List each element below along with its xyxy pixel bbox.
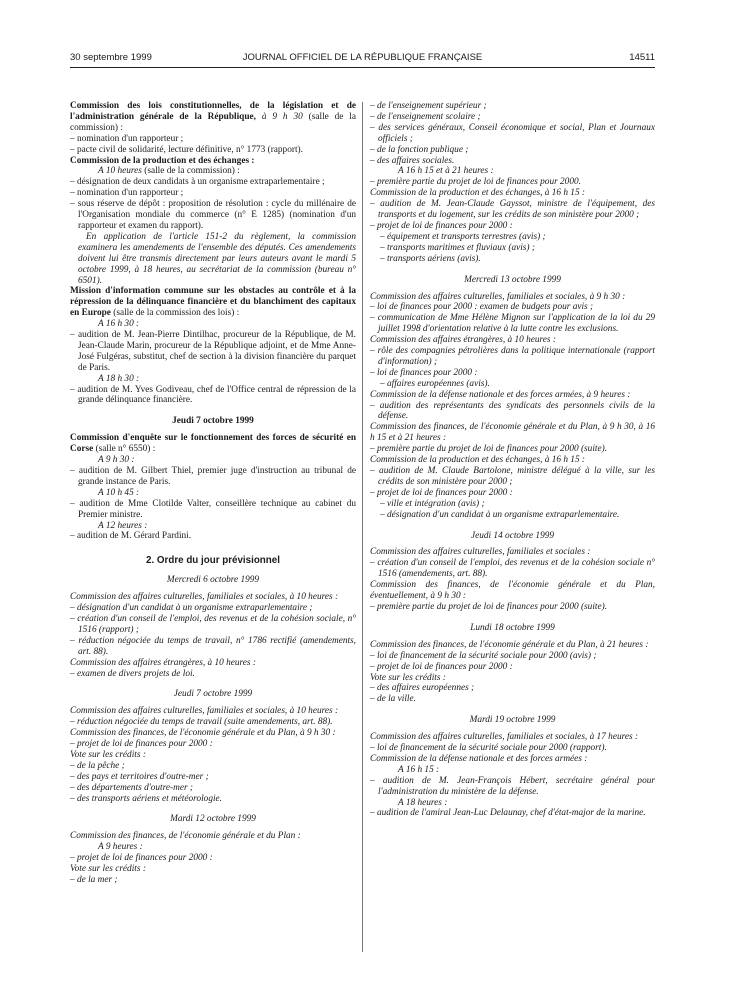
agenda-item: – audition des représentants des syndicats des personnels civils de la défense. — [370, 400, 655, 422]
agenda-item: – réduction négociée du temps de travail (suite amendements, art. 88). — [70, 717, 333, 728]
commission-line: Commission des finances, de l'économie générale et du Plan, éventuellement, à 9 h 30 : — [370, 580, 655, 602]
agenda-item: – création d'un conseil de l'emploi, des revenus et de la cohésion sociale n° 1516 (amendements, art. 88). — [370, 558, 655, 580]
agenda-item: – audition de l'amiral Jean-Luc Delaunay, chef d'état-major de la marine. — [370, 808, 646, 819]
agenda-item: – audition de M. Yves Godiveau, chef de l'Office central de répression de la grande délinquance financière. — [70, 384, 356, 406]
day-heading: Jeudi 7 octobre 1999 — [173, 689, 253, 700]
commission-name: Commission des lois constitutionnelles, de la législation et de l'administration générale de la République, — [70, 101, 356, 122]
agenda-item: – loi de financement de la sécurité sociale pour 2000 (avis) ; — [370, 650, 597, 661]
commission-line: Commission de la défense nationale et des forces armées, à 9 heures : — [370, 389, 631, 400]
agenda-item: – projet de loi de finances pour 2000 : — [370, 487, 513, 498]
commission-line: Commission des finances, de l'économie générale et du Plan, à 9 h 30 : — [70, 728, 336, 739]
day-heading: Mercredi 6 octobre 1999 — [166, 575, 260, 586]
agenda-item: – audition de M. Jean-Claude Gayssot, ministre de l'équipement, des transports et du logement, sur les crédits de son ministère pour 2000 ; — [370, 199, 655, 221]
agenda-item: – audition de M. Jean-Pierre Dintilhac, procureur de la République, de M. Jean-Claude Marin, procureur de la République adjoint, et de Mme Anne-José Fulgéras, substitut, chef de section à la division financière du parquet de Paris. — [70, 330, 356, 373]
agenda-item: – première partie du projet de loi de finances pour 2000 (suite). — [370, 444, 608, 455]
day-heading: Lundi 18 octobre 1999 — [470, 622, 555, 633]
agenda-item: – audition de Mme Clotilde Valter, conseillère technique au cabinet du Premier ministre. — [70, 498, 356, 520]
agenda-subitem: – transports aériens (avis). — [380, 253, 481, 264]
header-rule — [70, 67, 655, 68]
agenda-item: – loi de finances pour 2000 : — [370, 367, 478, 378]
session-time: A 9 heures : — [98, 842, 143, 853]
agenda-item: – des affaires européennes ; — [370, 683, 475, 694]
agenda-item: – des affaires sociales. — [370, 155, 455, 166]
header-date: 30 septembre 1999 — [70, 52, 152, 63]
agenda-item: – nomination d'un rapporteur ; — [70, 188, 184, 199]
header-journal-title: JOURNAL OFFICIEL DE LA RÉPUBLIQUE FRANÇAISE — [242, 52, 483, 63]
agenda-item: – des transports aériens et météorologie. — [70, 793, 223, 804]
session-time: A 10 h 45 : — [98, 487, 140, 498]
day-heading: Mardi 19 octobre 1999 — [469, 715, 556, 726]
session-room: (salle de la commission) : — [70, 111, 357, 133]
agenda-item: – désignation de deux candidats à un organisme extraparlementaire ; — [70, 177, 325, 188]
commission-line: Commission des affaires culturelles, familiales et sociales, à 9 h 30 : — [370, 291, 626, 302]
commission-name: Commission d'enquête sur le fonctionnement des forces de sécurité en Corse — [70, 433, 356, 455]
vote-label: Vote sur les crédits : — [370, 672, 446, 683]
day-heading: Mardi 12 octobre 1999 — [170, 814, 256, 825]
agenda-subitem: – affaires européennes (avis). — [380, 378, 490, 389]
commission-line: Commission des affaires culturelles, familiales et sociales, à 17 heures : — [370, 732, 639, 743]
commission-line: Commission des affaires culturelles, familiales et sociales, à 10 heures : — [70, 706, 339, 717]
column-divider — [362, 102, 363, 952]
agenda-item: – communication de Mme Hélène Mignon sur l'application de la loi du 29 juillet 1998 d'orientation relative à la lutte contre les exclusions. — [370, 313, 655, 335]
commission-line: Commission des affaires étrangères, à 10 heures : — [370, 335, 556, 346]
agenda-item: – audition de M. Gilbert Thiel, premier juge d'instruction au tribunal de grande instance de Paris. — [70, 466, 356, 487]
session-time: à 9 h 30 — [261, 111, 303, 122]
vote-label: Vote sur les crédits : — [70, 749, 146, 760]
agenda-item: – première partie du projet de loi de finances pour 2000. — [370, 177, 581, 188]
commission-line: Commission des affaires culturelles, familiales et sociales, à 10 heures : — [70, 592, 339, 603]
day-heading: Mercredi 13 octobre 1999 — [464, 274, 561, 285]
session-time: A 10 heures — [98, 166, 142, 177]
agenda-item: – pacte civil de solidarité, lecture définitive, n° 1773 (rapport). — [70, 144, 303, 155]
agenda-item: – examen de divers projets de loi. — [70, 668, 195, 679]
agenda-item: – projet de loi de finances pour 2000 : — [370, 220, 513, 231]
header-page-number: 14511 — [629, 52, 655, 63]
agenda-subitem: – équipement et transports terrestres (avis) ; — [380, 231, 546, 242]
agenda-item: – projet de loi de finances pour 2000 : — [70, 739, 213, 750]
agenda-subitem: – ville et intégration (avis) ; — [380, 498, 485, 509]
mission-information-title — [70, 286, 356, 319]
vote-label: Vote sur les crédits : — [70, 864, 146, 875]
agenda-item: – projet de loi de finances pour 2000 : — [70, 853, 213, 864]
commission-line: Commission des affaires étrangères, à 10 heures : — [70, 657, 256, 668]
agenda-item: – première partie du projet de loi de finances pour 2000 (suite). — [370, 601, 608, 612]
page-header — [70, 52, 655, 66]
session-room: (salle n° 6550) : — [95, 444, 156, 455]
session-time: A 16 h 30 : — [98, 319, 140, 330]
agenda-item: – des services généraux, Conseil économique et social, Plan et Journaux officiels ; — [370, 122, 655, 144]
agenda-subitem: – désignation d'un candidat à un organisme extraparlementaire. — [380, 509, 620, 520]
section-heading: 2. Ordre du jour prévisionnel — [146, 555, 280, 567]
agenda-item: – projet de loi de finances pour 2000 : — [370, 661, 513, 672]
mission-name: Mission d'information commune sur les obstacles au contrôle et à la répression de la délinquance financière et du blanchiment des capitaux en Europe — [70, 286, 356, 319]
agenda-item: – audition de M. Gérard Pardini. — [70, 531, 192, 542]
agenda-item: – audition de M. Claude Bartolone, ministre délégué à la ville, sur les crédits de son ministère pour 2000 ; — [370, 466, 655, 487]
agenda-item: – de la fonction publique ; — [370, 144, 469, 155]
commission-line: Commission de la production et des échanges, à 16 h 15 : — [370, 455, 586, 466]
agenda-item: – désignation d'un candidat à un organisme extraparlementaire ; — [70, 603, 313, 614]
session-time: A 16 h 15 et à 21 heures : — [398, 166, 494, 177]
session-time-line — [70, 166, 356, 177]
session-time: A 12 heures : — [98, 520, 148, 531]
procedure-note: En application de l'article 151-2 du règlement, la commission examinera les amendements de l'ensemble des députés. Ces amendements doivent lui être transmis directement par leurs auteurs avant le mardi 5 octobre 1999, à 18 heures, au secrétariat de la commission (bureau n° 6501). — [78, 231, 356, 286]
commission-enquete-title — [70, 433, 356, 455]
commission-line: Commission des finances, de l'économie générale et du Plan, à 21 heures : — [370, 639, 649, 650]
session-room: (salle de la commission) : — [144, 166, 240, 177]
left-column — [70, 101, 356, 886]
agenda-item: – des départements d'outre-mer ; — [70, 782, 193, 793]
day-heading: Jeudi 14 octobre 1999 — [470, 530, 555, 541]
commission-line: Commission de la production et des échanges, à 16 h 15 : — [370, 188, 586, 199]
day-heading: Jeudi 7 octobre 1999 — [172, 416, 254, 427]
agenda-item: – des pays et territoires d'outre-mer ; — [70, 771, 209, 782]
agenda-item: – loi de financement de la sécurité sociale pour 2000 (rapport). — [370, 743, 607, 754]
agenda-item: – de la pêche ; — [70, 760, 125, 771]
agenda-item: – de l'enseignement supérieur ; — [370, 101, 487, 111]
commission-line: Commission de la défense nationale et des forces armées : — [370, 753, 588, 764]
session-time: A 16 h 15 : — [398, 764, 440, 775]
agenda-subitem: – transports maritimes et fluviaux (avis) ; — [380, 242, 535, 253]
agenda-item: – de l'enseignement scolaire ; — [370, 111, 481, 122]
session-time: A 9 h 30 : — [98, 455, 135, 466]
session-time: A 18 heures : — [398, 797, 448, 808]
agenda-item: – loi de finances pour 2000 : examen de budgets pour avis ; — [370, 302, 594, 313]
agenda-item: – nomination d'un rapporteur ; — [70, 133, 184, 144]
agenda-item: – de la mer ; — [70, 875, 118, 885]
commission-line: Commission des finances, de l'économie générale et du Plan : — [70, 831, 301, 842]
session-room: (salle de la commission des lois) : — [113, 308, 240, 319]
agenda-item: – audition de M. Jean-François Hébert, secrétaire général pour l'administration du ministère de la défense. — [370, 775, 655, 797]
commission-production-title: Commission de la production et des échanges : — [70, 155, 255, 166]
right-column — [370, 101, 655, 819]
agenda-item: – réduction négociée du temps de travail, n° 1786 rectifié (amendements, art. 88). — [70, 635, 356, 657]
commission-line: Commission des affaires culturelles, familiales et sociales : — [370, 547, 591, 558]
commission-lois-title — [70, 101, 356, 134]
agenda-item: – sous réserve de dépôt : proposition de résolution : cycle du millénaire de l'Organisation mondiale du commerce (n° E 1285) (nomination d'un rapporteur et examen du rapport). — [70, 199, 356, 231]
agenda-item: – de la ville. — [370, 694, 416, 705]
agenda-item: – création d'un conseil de l'emploi, des revenus et de la cohésion sociale, n° 1516 (rapport) ; — [70, 613, 356, 635]
session-time: A 18 h 30 : — [98, 373, 140, 384]
commission-line: Commission des finances, de l'économie générale et du Plan, à 9 h 30, à 16 h 15 et à 21 heures : — [370, 422, 655, 444]
agenda-item: – rôle des compagnies pétrolières dans la politique internationale (rapport d'information) ; — [370, 346, 655, 367]
